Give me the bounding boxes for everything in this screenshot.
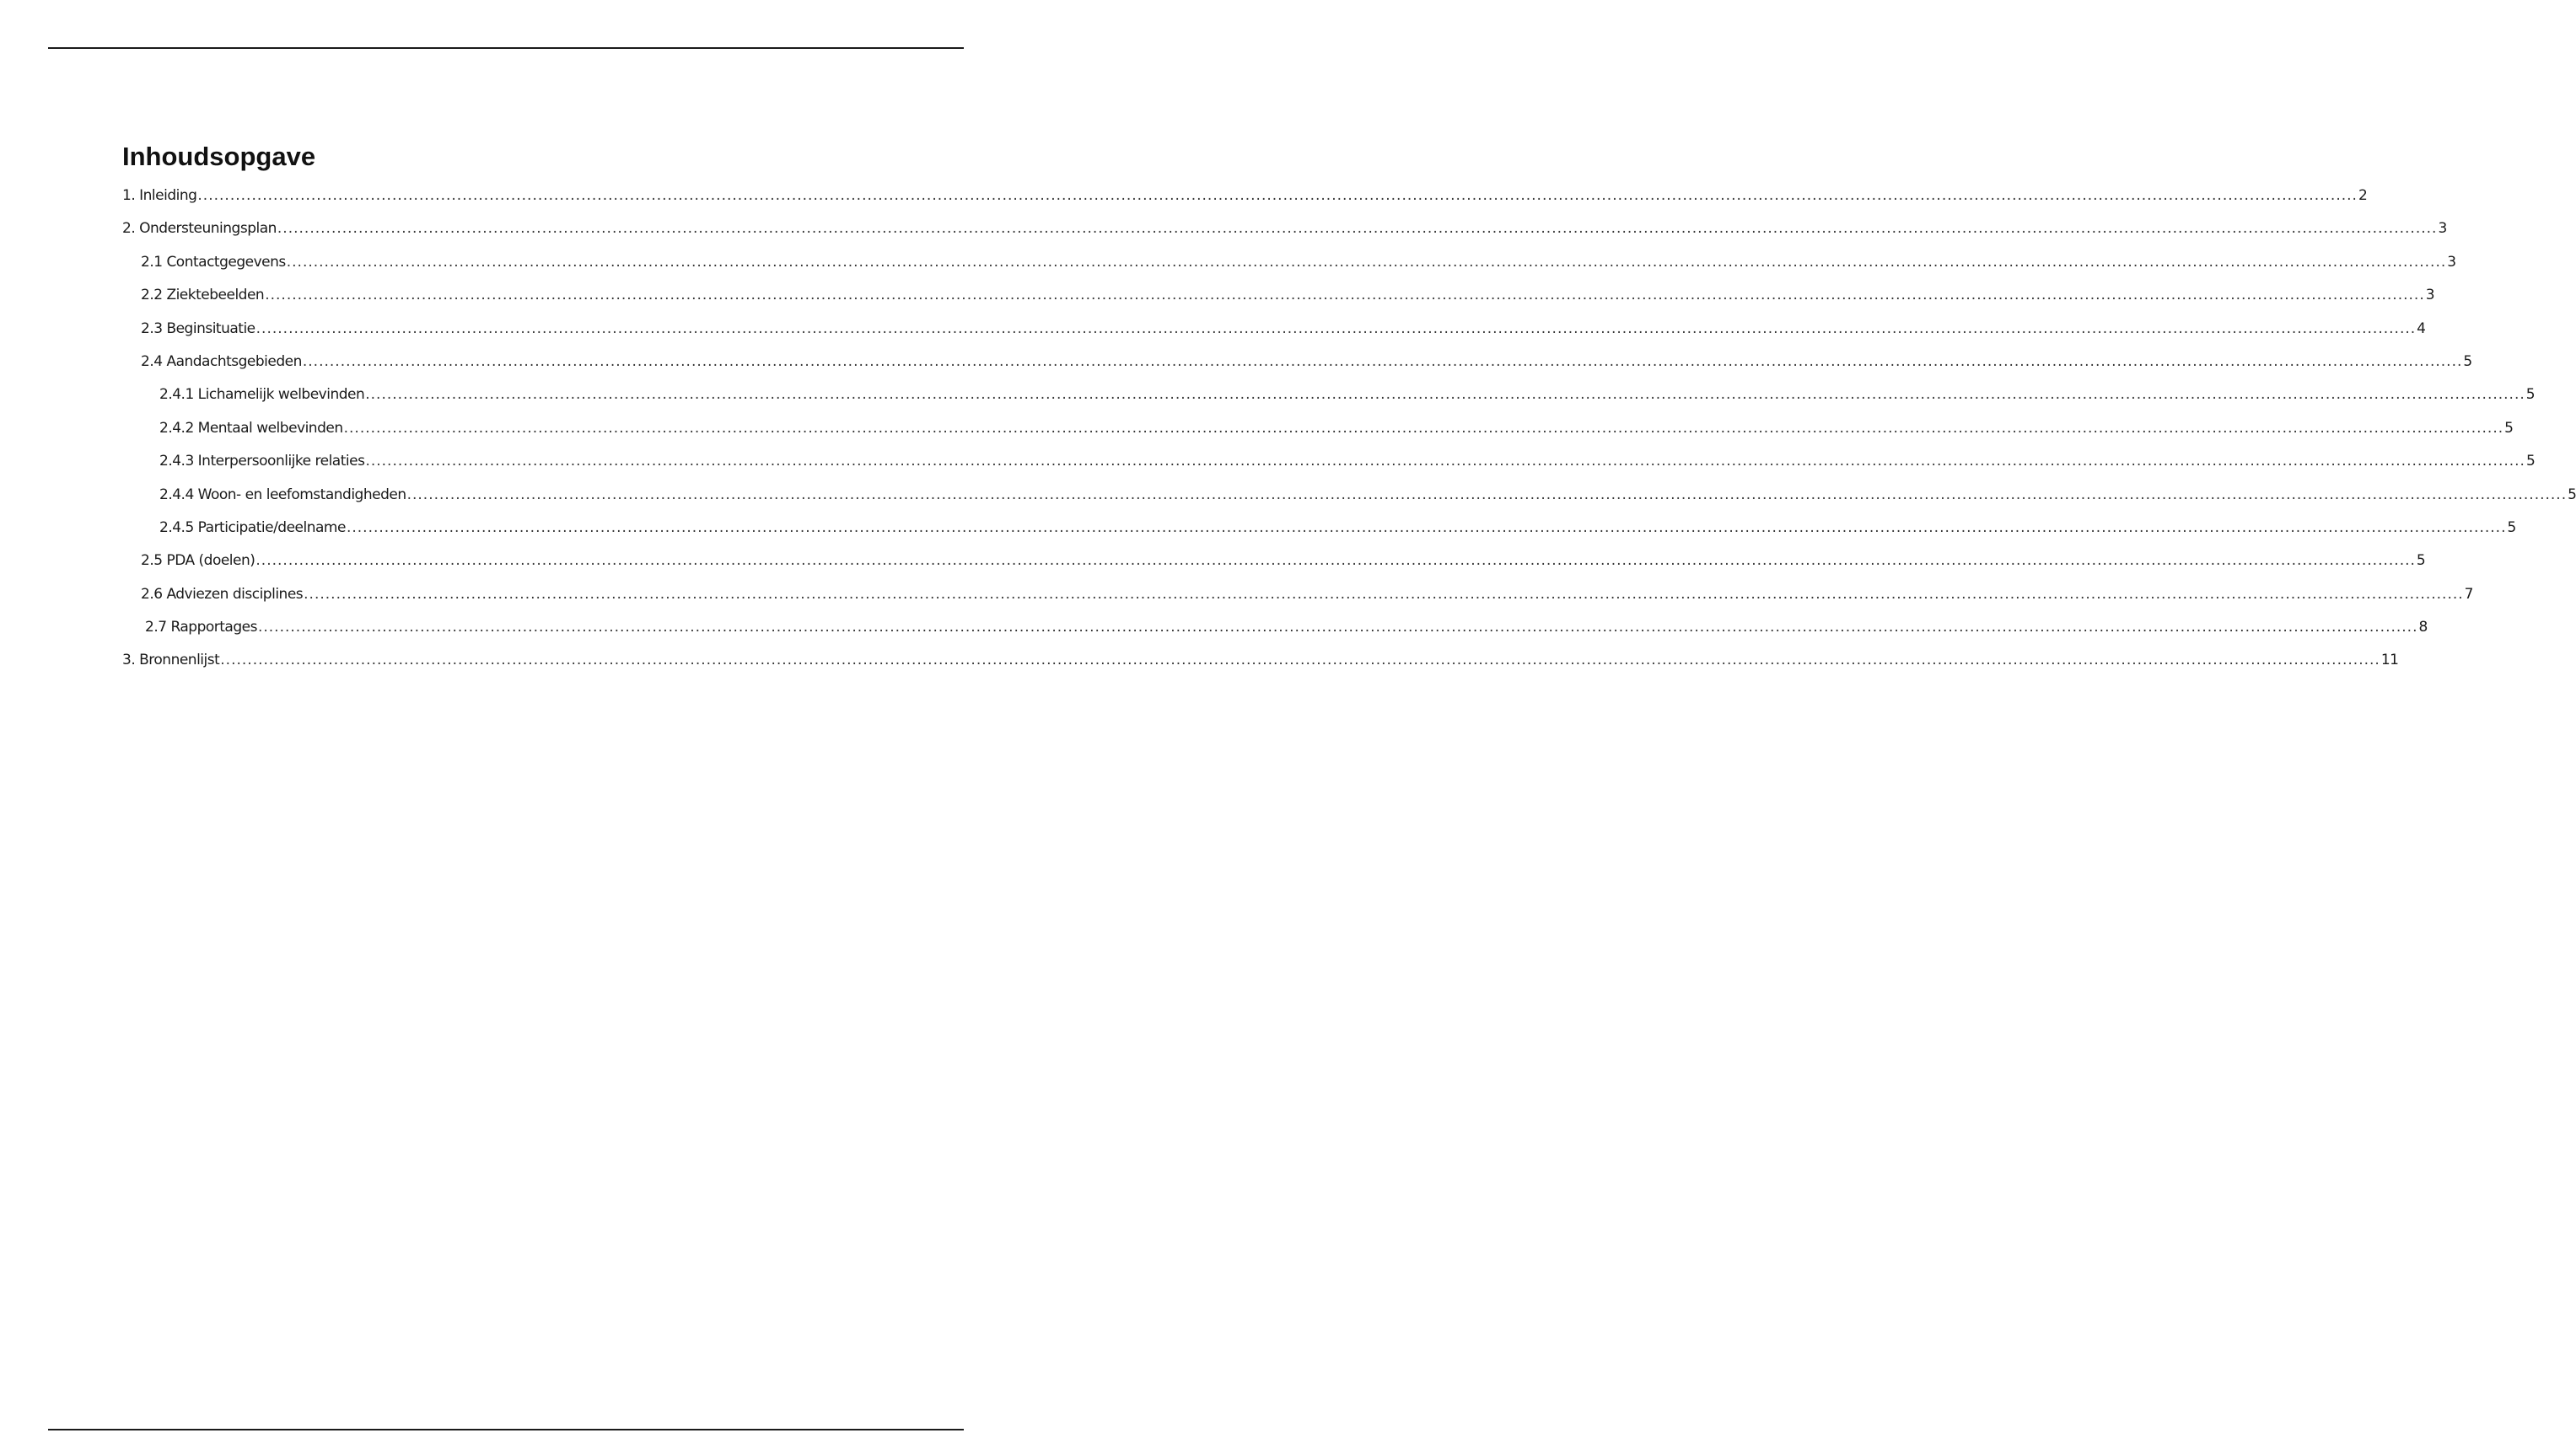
footer-rule bbox=[48, 1429, 964, 1430]
toc-dot-leader: ................................................................................................................................................................................................................................................................................................................................................................................................................ bbox=[265, 287, 2425, 304]
toc-entry-page: 8 bbox=[2418, 619, 2428, 636]
toc-heading: Inhoudsopgave bbox=[122, 142, 316, 171]
toc-entry[interactable] bbox=[122, 253, 2456, 287]
toc-dot-leader: ................................................................................................................................................................................................................................................................................................................................................................................................................ bbox=[365, 386, 2525, 404]
toc-entry[interactable] bbox=[122, 386, 2536, 419]
toc-entry-label: 2.4.5 Participatie/deelname bbox=[159, 518, 346, 536]
toc-entry-label: 2.4.1 Lichamelijk welbevinden bbox=[159, 386, 365, 404]
toc-entry-page: 5 bbox=[2568, 486, 2576, 503]
toc-entry-label: 2.3 Beginsituatie bbox=[141, 319, 255, 337]
toc-entry-label: 2.4.2 Mentaal welbevinden bbox=[159, 419, 343, 437]
toc-entry-label: 1. Inleiding bbox=[122, 187, 197, 204]
toc-entry-page: 3 bbox=[2425, 287, 2435, 304]
toc-entry[interactable] bbox=[122, 652, 2399, 684]
toc-entry[interactable] bbox=[122, 518, 2516, 552]
toc-dot-leader: ................................................................................................................................................................................................................................................................................................................................................................................................................ bbox=[406, 486, 2568, 503]
toc-entry-label: 2.5 PDA (doelen) bbox=[141, 552, 255, 570]
toc-entry-label: 2.4.3 Interpersoonlijke relaties bbox=[159, 453, 365, 470]
toc-entry[interactable] bbox=[122, 486, 2576, 519]
toc-entry[interactable] bbox=[122, 287, 2435, 319]
toc-dot-leader: ................................................................................................................................................................................................................................................................................................................................................................................................................ bbox=[197, 187, 2358, 204]
toc-entry-page: 5 bbox=[2525, 386, 2536, 404]
toc-entry-page: 5 bbox=[2463, 352, 2472, 370]
toc-entry[interactable] bbox=[122, 552, 2426, 585]
toc-entry[interactable] bbox=[122, 319, 2426, 353]
toc-dot-leader: ................................................................................................................................................................................................................................................................................................................................................................................................................ bbox=[286, 253, 2447, 271]
toc-entry-page: 3 bbox=[2438, 220, 2447, 238]
toc-dot-leader: ................................................................................................................................................................................................................................................................................................................................................................................................................ bbox=[220, 652, 2380, 669]
toc-dot-leader: ................................................................................................................................................................................................................................................................................................................................................................................................................ bbox=[365, 453, 2525, 470]
header-rule bbox=[48, 47, 964, 49]
toc-entry-label: 2.4.4 Woon- en leefomstandigheden bbox=[159, 486, 406, 503]
toc-entry[interactable] bbox=[122, 352, 2472, 386]
toc-entry[interactable] bbox=[122, 220, 2447, 253]
toc-entry-page: 2 bbox=[2358, 187, 2368, 204]
toc-dot-leader: ................................................................................................................................................................................................................................................................................................................................................................................................................ bbox=[346, 518, 2507, 536]
toc-entry[interactable] bbox=[122, 585, 2473, 619]
toc-dot-leader: ................................................................................................................................................................................................................................................................................................................................................................................................................ bbox=[302, 352, 2463, 370]
toc-entry[interactable] bbox=[122, 453, 2536, 486]
toc-entry-page: 4 bbox=[2417, 319, 2426, 337]
toc-dot-leader: ................................................................................................................................................................................................................................................................................................................................................................................................................ bbox=[343, 419, 2504, 437]
toc-entry-page: 7 bbox=[2464, 585, 2473, 603]
toc-entry-label: 2.2 Ziektebeelden bbox=[141, 287, 265, 304]
toc-entry-page: 5 bbox=[2504, 419, 2514, 437]
toc-entry-label: 3. Bronnenlijst bbox=[122, 652, 220, 669]
table-of-contents bbox=[122, 187, 2576, 685]
toc-entry-page: 11 bbox=[2380, 652, 2399, 669]
toc-entry-label: 2. Ondersteuningsplan bbox=[122, 220, 277, 238]
toc-entry[interactable] bbox=[122, 187, 2368, 220]
toc-entry[interactable] bbox=[122, 419, 2514, 453]
toc-dot-leader: ................................................................................................................................................................................................................................................................................................................................................................................................................ bbox=[304, 585, 2464, 603]
toc-entry-label: 2.7 Rapportages bbox=[145, 619, 257, 636]
toc-entry-label: 2.6 Adviezen disciplines bbox=[141, 585, 304, 603]
toc-entry[interactable] bbox=[122, 619, 2428, 652]
toc-entry-page: 3 bbox=[2447, 253, 2456, 271]
toc-dot-leader: ................................................................................................................................................................................................................................................................................................................................................................................................................ bbox=[255, 552, 2416, 570]
toc-entry-page: 5 bbox=[2416, 552, 2426, 570]
toc-dot-leader: ................................................................................................................................................................................................................................................................................................................................................................................................................ bbox=[257, 619, 2418, 636]
toc-dot-leader: ................................................................................................................................................................................................................................................................................................................................................................................................................ bbox=[255, 319, 2417, 337]
toc-entry-page: 5 bbox=[2525, 453, 2536, 470]
toc-entry-label: 2.1 Contactgegevens bbox=[141, 253, 286, 271]
toc-dot-leader: ................................................................................................................................................................................................................................................................................................................................................................................................................ bbox=[277, 220, 2438, 238]
toc-entry-label: 2.4 Aandachtsgebieden bbox=[141, 352, 302, 370]
toc-entry-page: 5 bbox=[2507, 518, 2516, 536]
